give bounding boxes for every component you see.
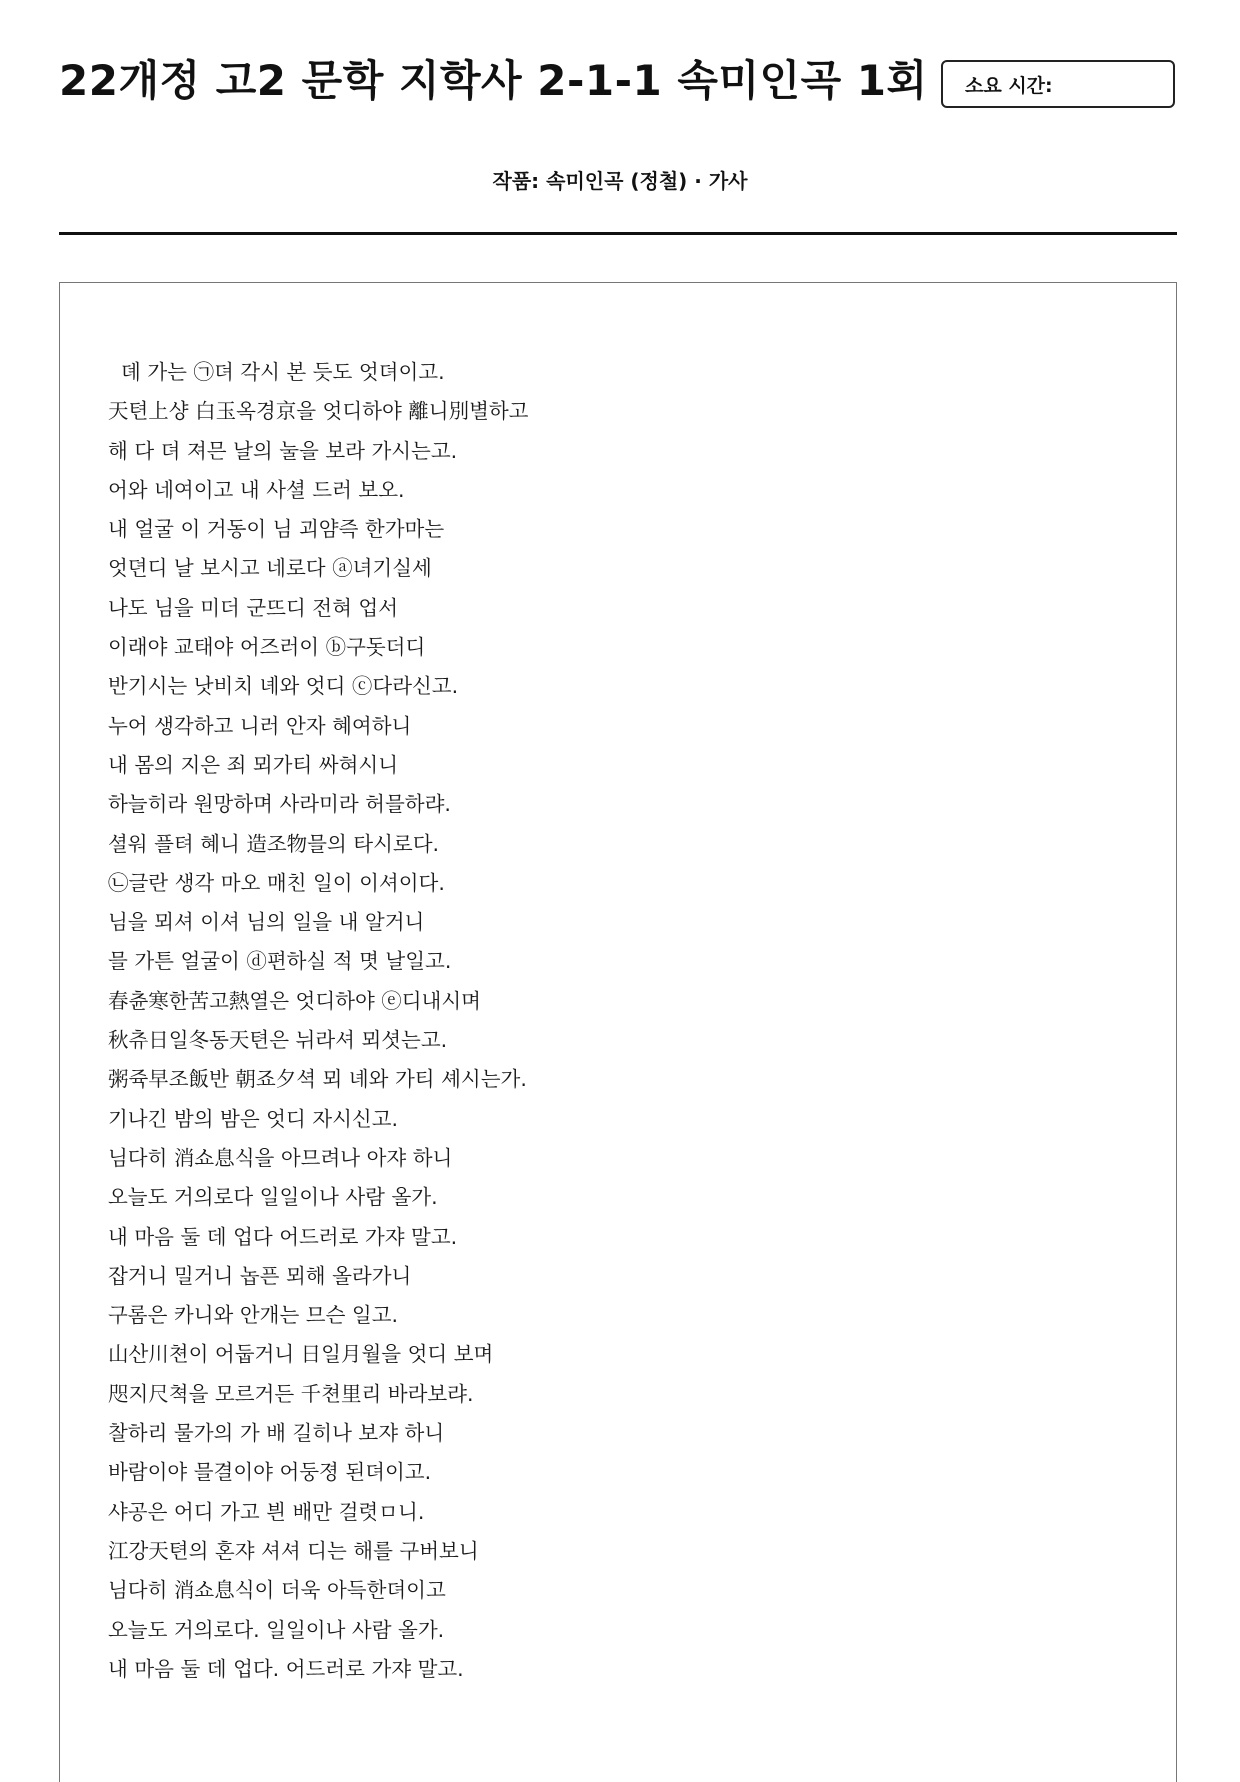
poem-line: 뎨 가는 ㉠뎌 각시 본 듯도 엇뎌이고. — [108, 360, 445, 384]
poem-line: 셜워 플텨 혜니 造조物믈의 타시로다. — [108, 831, 440, 856]
poem-lines — [108, 353, 529, 1689]
poem-line: 해 다 뎌 져믄 날의 눌을 보라 가시는고. — [108, 438, 458, 463]
poem-line: 믈 가튼 얼굴이 ⓓ편하실 적 몃 날일고. — [108, 949, 452, 974]
poem-line: 어와 네여이고 내 사셜 드러 보오. — [108, 477, 405, 502]
poem-line: 찰하리 물가의 가 배 길히나 보쟈 하니 — [108, 1421, 445, 1446]
poem-line: 잡거니 밀거니 놉픈 뫼해 올라가니 — [108, 1263, 412, 1288]
poem-line: ㉡글란 생각 마오 매친 일이 이셔이다. — [108, 870, 445, 895]
poem-line: 바람이야 믈결이야 어둥졍 된뎌이고. — [108, 1460, 432, 1485]
poem-line: 江강天텬의 혼쟈 셔셔 디는 해를 구버보니 — [108, 1538, 479, 1563]
passage-box — [59, 282, 1177, 1782]
time-spent-box — [941, 60, 1175, 108]
poem-line: 粥쥭早조飯반 朝죠夕셕 뫼 녜와 가티 셰시는가. — [108, 1067, 527, 1092]
poem-line: 내 얼굴 이 거동이 님 괴얌즉 한가마는 — [108, 517, 445, 542]
poem-line: 기나긴 밤의 밤은 엇디 자시신고. — [108, 1106, 399, 1131]
poem-line: 내 마음 둘 데 업다. 어드러로 가쟈 말고. — [108, 1656, 464, 1681]
poem-line: 샤공은 어디 가고 븬 배만 걸렷ㅁ니. — [108, 1499, 425, 1524]
poem-line: 오늘도 거의로다 일일이나 사람 올가. — [108, 1185, 438, 1210]
poem-line: 님을 뫼셔 이셔 님의 일을 내 알거니 — [108, 910, 425, 935]
poem-line: 咫지尺쳑을 모르거든 千쳔里리 바라보랴. — [108, 1381, 474, 1406]
poem-line: 하늘히라 원망하며 사라미라 허믈하랴. — [108, 792, 451, 817]
header-divider — [59, 232, 1177, 235]
poem-line: 오늘도 거의로다. 일일이나 사람 올가. — [108, 1617, 445, 1642]
poem-line: 春츈寒한苦고熱열은 엇디하야 ⓔ디내시며 — [108, 988, 481, 1013]
poem-line: 누어 생각하고 니러 안자 혜여하니 — [108, 713, 412, 738]
poem-line: 天텬上샹 白玉옥경京을 엇디하야 離니別별하고 — [108, 399, 529, 424]
poem-line: 님다히 消쇼息식이 더욱 아득한뎌이고 — [108, 1578, 446, 1603]
work-info: 작품: 속미인곡 (정철) · 가사 — [492, 169, 748, 193]
poem-line: 구롬은 카니와 안개는 므슨 일고. — [108, 1303, 399, 1328]
poem-line: 秋츄日일冬동天텬은 뉘라셔 뫼셧는고. — [108, 1028, 448, 1053]
time-spent-label: 소요 시간: — [965, 74, 1053, 97]
poem-line: 내 마음 둘 데 업다 어드러로 가쟈 말고. — [108, 1224, 458, 1249]
poem-line: 반기시는 낫비치 녜와 엇디 ⓒ다라신고. — [108, 674, 459, 699]
poem-line: 이래야 교태야 어즈러이 ⓑ구돗더디 — [108, 635, 426, 660]
page-title: 22개정 고2 문학 지학사 2-1-1 속미인곡 1회 — [59, 56, 928, 105]
poem-line: 나도 님을 미더 군뜨디 전혀 업서 — [108, 595, 399, 620]
poem-line: 내 몸의 지은 죄 뫼가티 싸혀시니 — [108, 752, 399, 777]
poem-line: 엇뎐디 날 보시고 네로다 ⓐ녀기실세 — [108, 556, 432, 581]
poem-line: 山산川쳔이 어둡거니 日일月월을 엇디 보며 — [108, 1342, 494, 1367]
poem-line: 님다히 消쇼息식을 아므려나 아쟈 하니 — [108, 1145, 453, 1170]
